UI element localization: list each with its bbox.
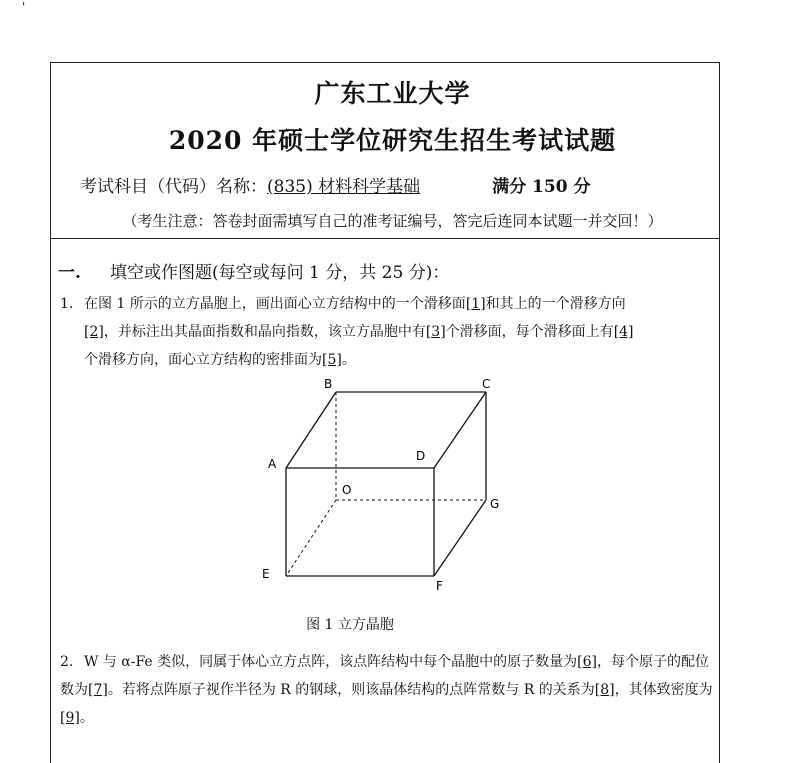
edge-fg (434, 500, 486, 576)
section-heading (58, 258, 449, 283)
vertex-label-f: F (436, 579, 443, 593)
question-text: ，并标注出其晶面指数和晶向指数，该立方晶胞中有 (103, 324, 426, 340)
question-text: W 与 α-Fe 类似，同属于体心立方点阵，该点阵结构中每个晶胞中的原子数量为 (84, 654, 578, 670)
blank-2: [2] (84, 324, 104, 340)
blank-8: [8] (594, 682, 615, 698)
question-number: 1. (60, 296, 74, 312)
cube-figure (250, 368, 530, 608)
blank-6: [6] (577, 654, 598, 670)
edge-oe-hidden (286, 500, 336, 576)
blank-7: [7] (88, 682, 108, 698)
question-text: ，每个原子的配位数为 (60, 654, 710, 698)
question-line (60, 318, 720, 346)
section-title: 填空或作图题(每空或每问 1 分，共 25 分)： (110, 263, 450, 283)
exam-title: 2020 年硕士学位研究生招生考试试题 (168, 126, 617, 155)
figure-caption: 图 1 立方晶胞 (306, 617, 394, 633)
question-text: 在图 1 所示的立方晶胞上，画出面心立方结构中的一个滑移面 (84, 296, 466, 312)
question-text: 。 (341, 352, 356, 368)
exam-notice: （考生注意：答卷封面需填写自己的准考证编号，答完后连同本试题一并交回！） (122, 212, 663, 230)
subject-row (80, 172, 590, 197)
subject-label: 考试科目（代码）名称： (80, 177, 267, 197)
question-text: 。若将点阵原子视作半径为 R 的钢球，则该晶体结构的点阵常数与 R 的关系为 (107, 682, 595, 698)
vertex-label-a: A (268, 457, 277, 471)
university-title: 广东工业大学 (314, 79, 471, 108)
vertex-label-b: B (324, 377, 333, 391)
question-text: 个滑移面，每个滑移面上有 (445, 324, 614, 340)
blank-3: [3] (425, 324, 446, 340)
full-score: 满分 150 分 (492, 177, 591, 197)
question-text: 。 (79, 710, 94, 726)
question-text: 个滑移方向，面心立方结构的密排面为 (84, 352, 322, 368)
vertex-label-c: C (482, 377, 491, 391)
blank-9: [9] (60, 710, 80, 726)
blank-5: [5] (322, 352, 342, 368)
edge-ab (286, 392, 336, 468)
question-text: 和其上的一个滑移方向 (485, 296, 626, 312)
margin-mark: ' (22, 0, 26, 14)
blank-4: [4] (613, 324, 634, 340)
question-text: ，其体致密度为 (614, 682, 713, 698)
question-1 (60, 290, 720, 374)
section-number: 一. (58, 263, 81, 283)
blank-1: [1] (465, 296, 486, 312)
question-number: 2. (60, 654, 74, 670)
subject-value: (835) 材料科学基础 (267, 177, 421, 197)
vertex-label-d: D (416, 449, 426, 463)
vertex-label-o: O (342, 483, 352, 497)
vertex-label-g: G (490, 497, 500, 511)
edge-dc (434, 392, 486, 468)
question-2 (60, 648, 720, 732)
header-divider (50, 238, 720, 239)
vertex-label-e: E (262, 567, 270, 581)
